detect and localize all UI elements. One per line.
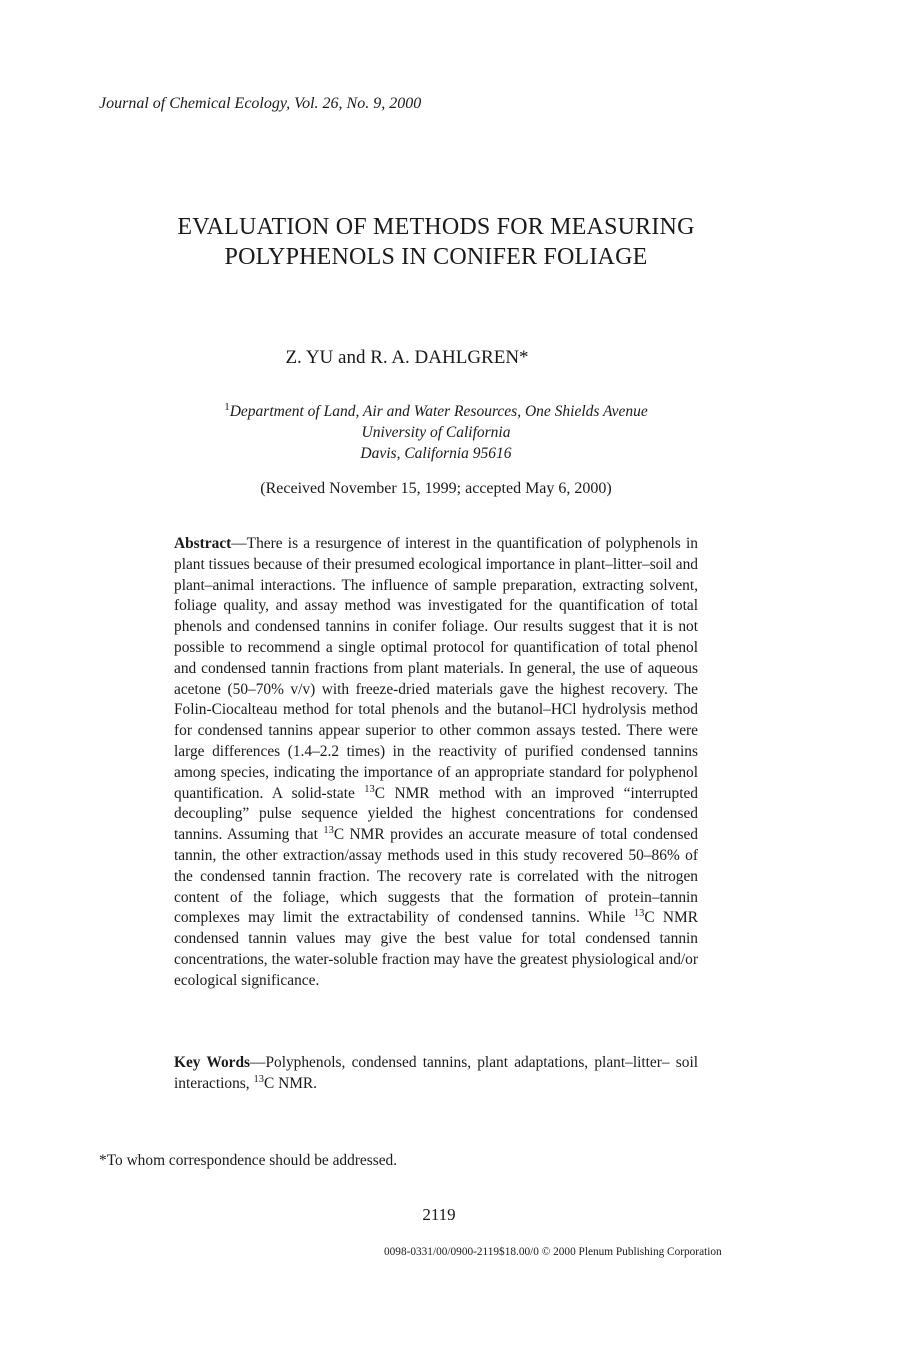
abstract-superscript-1: 13 (364, 783, 375, 795)
correspondence-footnote: *To whom correspondence should be addressed. (99, 1152, 398, 1169)
abstract-text-2: C NMR method with an improved “interrupted decoupling” pulse sequence yielded the highest concentrations for condensed tannins. Assuming that (174, 784, 698, 844)
page-number: 2119 (422, 1205, 456, 1224)
received-dates: (Received November 15, 1999; accepted May 6, 2000) (260, 480, 612, 497)
key-words-label: Key Words (174, 1054, 251, 1071)
abstract-text-3: C NMR provides an accurate measure of total condensed tannin, the other extraction/assay methods used in this study recovered 50–86% of the condensed tannin fraction. The recovery rate is correlated with the nitrogen content of the foliage, which suggests that the formation of protein–tannin complexes may limit the extractability of condensed tannins. While (174, 826, 698, 927)
affiliation-line-1 (0, 397, 872, 422)
abstract-superscript-3: 13 (633, 908, 645, 920)
affiliation-line-2: University of California (361, 424, 511, 442)
abstract-label: Abstract (174, 535, 232, 552)
abstract-text-4: C NMR condensed tannin values may give the best value for total condensed tannin concentrations, the water-soluble fraction may have the greatest physiological and/or ecological significance. (174, 909, 698, 989)
abstract-text-1: —There is a resurgence of interest in the quantification of polyphenols in plant tissues because of their presumed ecological importance in plant–litter–soil and plant–animal interactions. The influence of sample preparation, extracting solvent, foliage quality, and assay method was investigated for the quantification of total phenols and condensed tannins in conifer foliage. Our results suggest that it is not possible to recommend a single optimal protocol for quantification of total phenol and condensed tannin fractions from plant materials. In general, the use of aqueous acetone (50–70% v/v) with freeze-dried materials gave the highest recovery. The Folin-Ciocalteau method for total phenols and the butanol–HCl hydrolysis method for condensed tannins appear superior to other common assays tested. There were large differences (1.4–2.2 times) in the reactivity of purified condensed tannins among species, indicating the importance of an appropriate standard for polyphenol quantification. A solid-state (174, 535, 698, 802)
abstract-superscript-2: 13 (323, 825, 334, 837)
affiliation-marker: 1 (224, 401, 230, 413)
paper-title (0, 212, 872, 272)
key-words (174, 1053, 698, 1095)
journal-citation: Journal of Chemical Ecology, Vol. 26, No. 9, 2000 (99, 95, 422, 112)
copyright-line: 0098-0331/00/0900-2119$18.00/0 © 2000 Plenum Publishing Corporation (384, 1246, 722, 1258)
title-line-1: EVALUATION OF METHODS FOR MEASURING (177, 214, 695, 240)
affiliation-line-3: Davis, California 95616 (360, 445, 512, 463)
affiliation (0, 397, 872, 464)
title-line-2: POLYPHENOLS IN CONIFER FOLIAGE (224, 244, 648, 270)
key-words-text-1: —Polyphenols, condensed tannins, plant adaptations, plant–litter– soil interactions, (174, 1054, 699, 1092)
authors: Z. YU and R. A. DAHLGREN* (285, 347, 529, 368)
key-words-text-2: C NMR. (264, 1074, 318, 1092)
affiliation-department: Department of Land, Air and Water Resources, One Shields Avenue (229, 403, 648, 421)
key-words-superscript: 13 (253, 1073, 264, 1085)
abstract (174, 534, 698, 992)
